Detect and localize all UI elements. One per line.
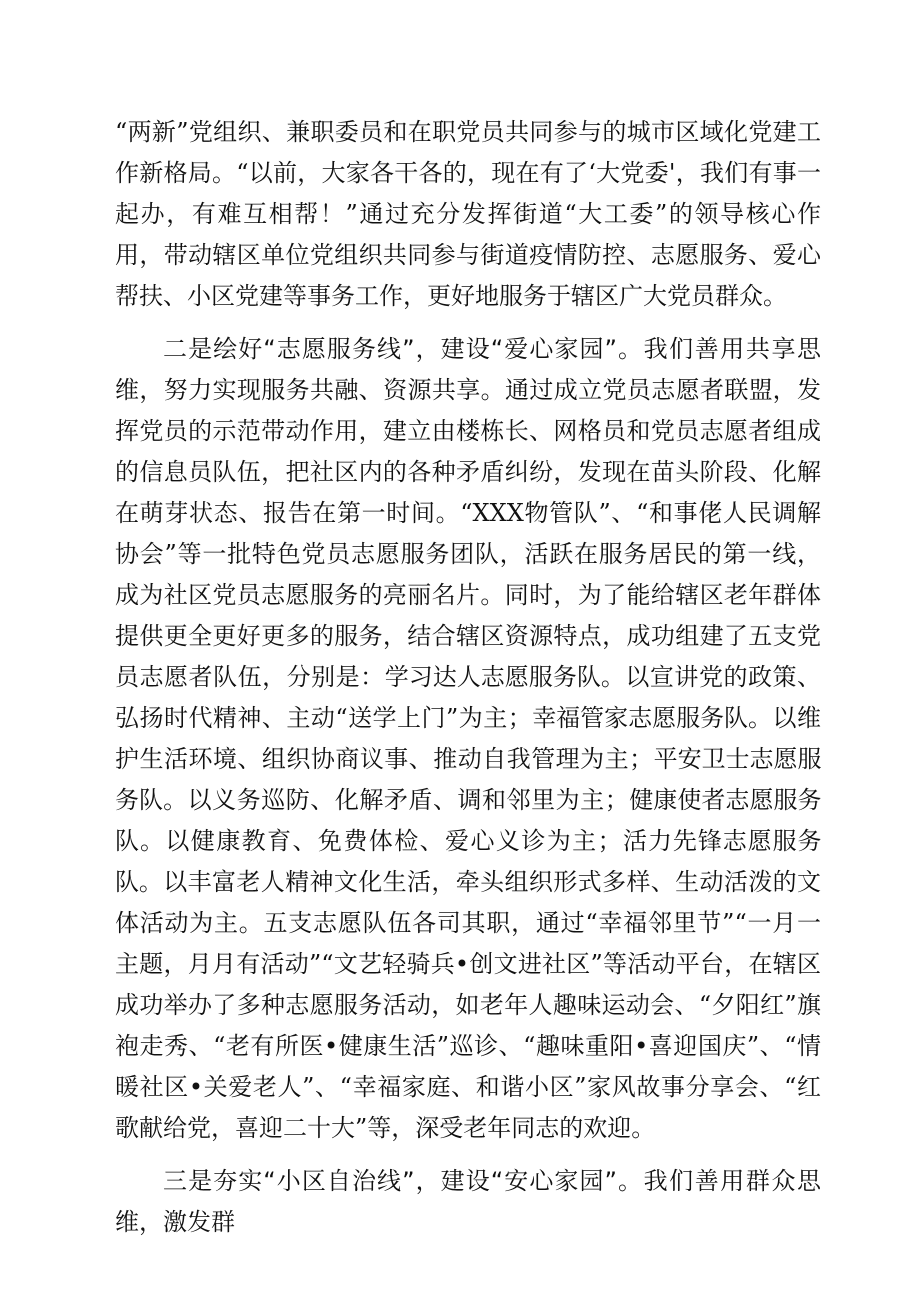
body-text: 。以维护生活环境、组织协商议事、推动自我管理为主； — [115, 704, 821, 773]
document-page — [115, 112, 821, 1255]
body-text: 。以义务巡防、化解矛盾、调和邻里为主； — [163, 786, 629, 814]
team-name: 学习达人志愿服务队 — [384, 663, 601, 691]
team-name: 幸福管家志愿服务队 — [531, 704, 749, 732]
section-heading: 二是绘好“志愿服务线”，建设“爱心家园” — [163, 335, 617, 363]
team-name: 健康使者志愿服务队 — [115, 786, 822, 855]
paragraph-1 — [115, 112, 821, 317]
paragraph-2 — [115, 329, 821, 1149]
paragraph-3 — [115, 1161, 821, 1243]
body-text: 。我们善用共享思维，努力实现服务共融、资源共享。通过成立党员志愿者联 — [115, 335, 822, 404]
body-text: 。以健康教育、免费体检、爱心义诊为主； — [139, 827, 622, 855]
body-text: ，发挥党员的示范带动作用，建立由楼栋长、网格员和党员志愿者组成的信息员队伍，把社区内的各种矛盾纠纷，发现在苗头阶段、化解在萌芽状态、报告在第一时间。“XXX物管队”、“和事佬人民调解协会”等一批特色党员志愿服务团队，活跃在服务居民的第一线，成为社区党员志愿服务的亮丽名片。同时，为了能给辖区老年群体提供更全更好更多的服务，结合辖区资源特点，成功组建了五支党员志愿者队伍，分别是： — [115, 376, 821, 691]
team-name: 活力先锋志愿服务队 — [115, 827, 822, 896]
section-heading: 三是夯实“小区自治线”，建设“安心家园” — [163, 1167, 617, 1195]
team-name: 平安卫士志愿服务队 — [115, 745, 821, 814]
body-text: “两新”党组织、兼职委员和在职党员共同参与的城市区域化党建工作新格局。“以前，大家各干各的，现在有了‘大党委'，我们有事一起办，有难互相帮！”通过充分发挥街道“大工委”的领导核心作用，带动辖区单位党组织共同参与街道疫情防控、志愿服务、爱心帮扶、小区党建等事务工作，更好地服务于辖区广大党员群众。 — [115, 118, 821, 310]
body-text: 。以宣讲党的政策、弘扬时代精神、主动“送学上门”为主； — [115, 663, 822, 732]
body-text: 。我们善用群众思维，激发群 — [115, 1167, 822, 1236]
body-text-sans: 盟 — [748, 376, 773, 404]
body-text: 。以丰富老人精神文化生活，牵头组织形式多样、生动活泼的文体活动为主。五支志愿队伍各司其职，通过“幸福邻里节”“一月一主题，月月有活动”“文艺轻骑兵•创文进社区”等活动平台，在辖区成功举办了多种志愿服务活动，如老年人趣味运动会、“夕阳红”旗袍走秀、“老有所医•健康生活”巡诊、“趣味重阳•喜迎国庆”、“情暖社区•关爱老人”、“幸福家庭、和谐小区”家风故事分享会、“红歌献给党，喜迎二十大”等，深受老年同志的欢迎。 — [115, 868, 821, 1142]
